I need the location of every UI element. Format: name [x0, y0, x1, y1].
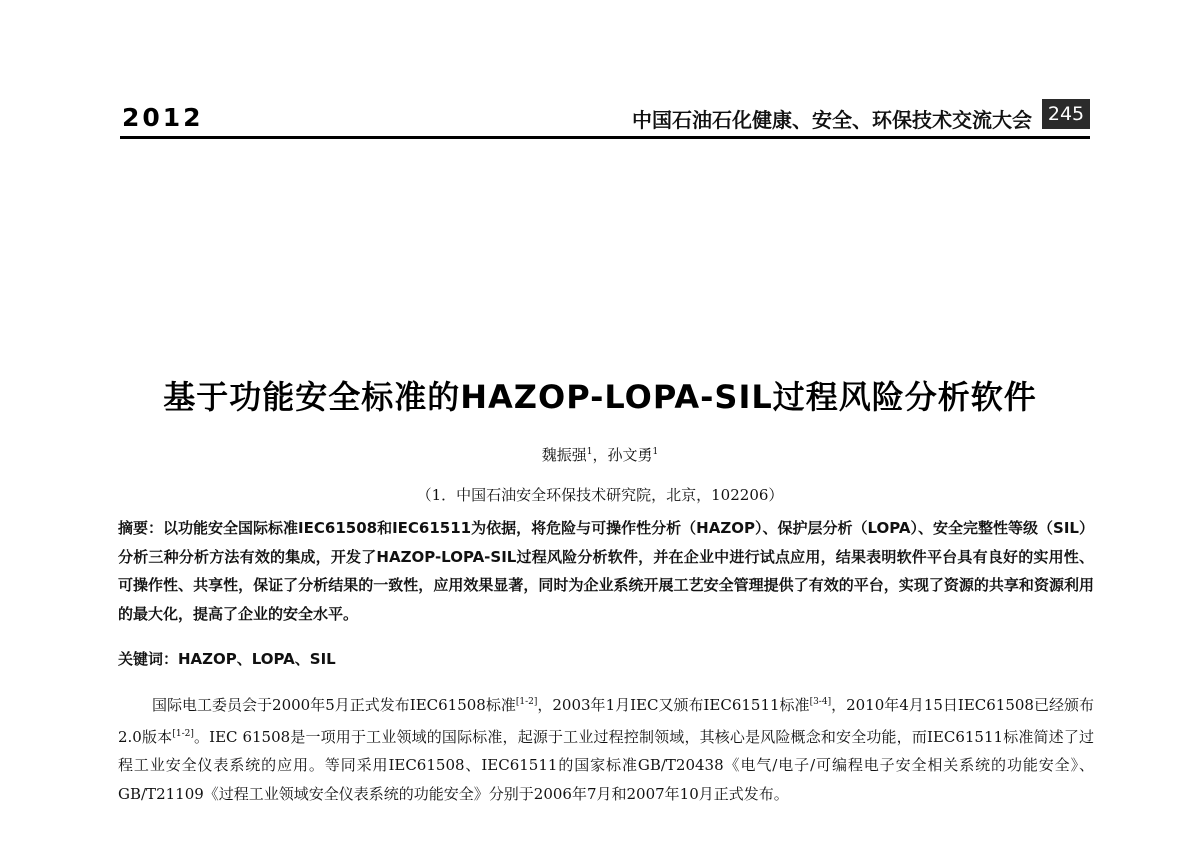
- affiliation: （1．中国石油安全环保技术研究院，北京，102206）: [416, 486, 784, 504]
- body-paragraph: [118, 688, 1094, 808]
- body-text-segment: 国际电工委员会于2000年5月正式发布IEC61508标准: [152, 696, 516, 714]
- body-text-segment: 。IEC 61508是一项用于工业领域的国际标准，起源于工业过程控制领域，其核心是风险概念和安全功能，而IEC61511标准简述了过程工业安全仪表系统的应用。等同采用IEC61508、IEC61511的国家标准GB/T20438《电气/电子/可编程电子安全相关系统的功能安全》、GB/T21109《过程工业领域安全仪表系统的功能安全》分别于2006年7月和2007年10月正式发布。: [118, 727, 1094, 803]
- conference-title: 中国石油石化健康、安全、环保技术交流大会: [632, 108, 1032, 132]
- author-affiliation-marker: 1: [652, 447, 659, 457]
- citation: [1-2]: [515, 697, 538, 707]
- abstract: 摘要：以功能安全国际标准IEC61508和IEC61511为依据，将危险与可操作性分析（HAZOP）、保护层分析（LOPA）、安全完整性等级（SIL）分析三种分析方法有效的集成，开发了HAZOP-LOPA-SIL过程风险分析软件，并在企业中进行试点应用，结果表明软件平台具有良好的实用性、可操作性、共享性，保证了分析结果的一致性，应用效果显著，同时为企业系统开展工艺安全管理提供了有效的平台，实现了资源的共享和资源利用的最大化，提高了企业的安全水平。: [118, 519, 1094, 623]
- page-header: [120, 98, 1090, 139]
- author-name: 魏振强: [541, 446, 587, 464]
- citation: [3-4]: [809, 697, 832, 707]
- body-text-segment: ，2003年1月IEC又颁布IEC61511标准: [537, 696, 810, 714]
- citation: [1-2]: [172, 728, 194, 739]
- author-affiliation-marker: 1: [586, 447, 593, 457]
- author-name: 孙文勇: [607, 446, 653, 464]
- page-number: 245: [1042, 99, 1090, 129]
- body-text-segment: ，2010年4月15日IEC61508已经颁布2.0版本: [118, 696, 1094, 746]
- author-list: [0, 444, 1200, 465]
- paper-title: 基于功能安全标准的HAZOP-LOPA-SIL过程风险分析软件: [163, 378, 1037, 416]
- author-separator: ，: [592, 446, 608, 464]
- header-year: 2012: [122, 103, 204, 132]
- keywords: 关键词：HAZOP、LOPA、SIL: [118, 650, 336, 668]
